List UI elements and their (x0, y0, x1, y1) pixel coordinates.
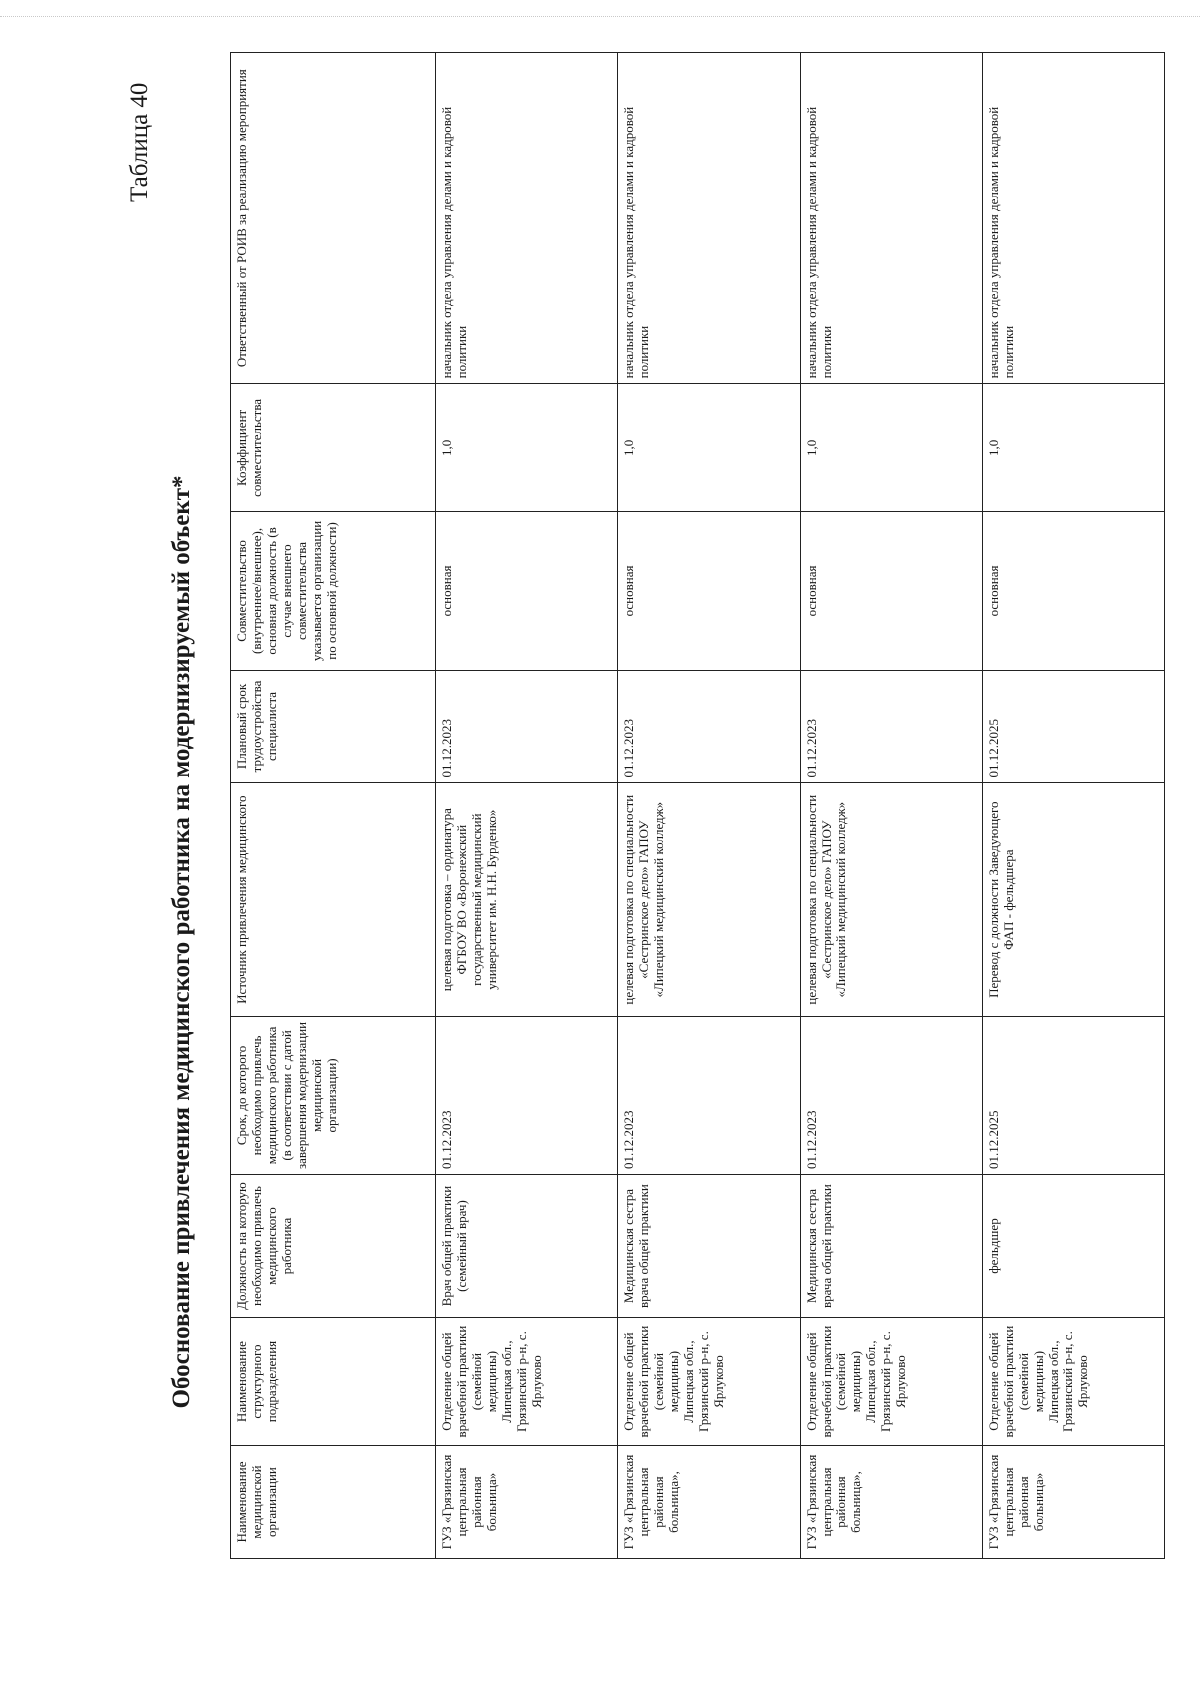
table-row (800, 53, 982, 1559)
header-combination: Совместительство (внутреннее/внешнее), основная должность (в случае внешнего совместительства указывается организации по основной должности) (231, 512, 436, 670)
cell-planned-date: 01.12.2023 (436, 670, 618, 783)
cell-combination: основная (800, 512, 982, 670)
cell-unit: Отделение общей врачебной практики (семейной медицины) Липецкая обл., Грязинский р-н, с. Ярлуково (982, 1318, 1164, 1446)
cell-position: Врач общей практики (семейный врач) (436, 1175, 618, 1318)
cell-responsible: начальник отдела управления делами и кадровой политики (436, 53, 618, 384)
staffing-table (230, 52, 1165, 1559)
table-row (982, 53, 1164, 1559)
cell-organization: ГУЗ «Грязинская центральная районная больница» (982, 1446, 1164, 1559)
cell-combination: основная (618, 512, 800, 670)
cell-planned-date: 01.12.2025 (982, 670, 1164, 783)
cell-position: фельдшер (982, 1175, 1164, 1318)
cell-organization: ГУЗ «Грязинская центральная районная больница», (618, 1446, 800, 1559)
header-deadline: Срок, до которого необходимо привлечь медицинского работника (в соответствии с датой завершения модернизации медицинской организации) (231, 1016, 436, 1174)
cell-combination: основная (982, 512, 1164, 670)
cell-responsible: начальник отдела управления делами и кадровой политики (982, 53, 1164, 384)
table-row (436, 53, 618, 1559)
cell-source: целевая подготовка по специальности «Сестринское дело» ГАПОУ «Липецкий медицинский колледж» (800, 783, 982, 1016)
document-title: Обоснование привлечения медицинского работника на модернизируемый объект* (168, 475, 195, 1409)
cell-coefficient: 1,0 (618, 384, 800, 512)
table-header-row (231, 53, 436, 1559)
cell-deadline: 01.12.2025 (982, 1016, 1164, 1174)
cell-deadline: 01.12.2023 (800, 1016, 982, 1174)
header-responsible: Ответственный от РОИВ за реализацию мероприятия (231, 53, 436, 384)
cell-source: Перевод с должности Заведующего ФАП - фельдшера (982, 783, 1164, 1016)
cell-planned-date: 01.12.2023 (618, 670, 800, 783)
table-row (618, 53, 800, 1559)
cell-position: Медицинская сестра врача общей практики (800, 1175, 982, 1318)
cell-unit: Отделение общей врачебной практики (семейной медицины) Липецкая обл., Грязинский р-н, с. Ярлуково (800, 1318, 982, 1446)
cell-source: целевая подготовка по специальности «Сестринское дело» ГАПОУ «Липецкий медицинский колледж» (618, 783, 800, 1016)
cell-organization: ГУЗ «Грязинская центральная районная больница», (800, 1446, 982, 1559)
cell-unit: Отделение общей врачебной практики (семейной медицины) Липецкая обл., Грязинский р-н, с. Ярлуково (436, 1318, 618, 1446)
table-number: Таблица 40 (126, 82, 153, 202)
header-planned-date: Плановый срок трудоустройства специалиста (231, 670, 436, 783)
cell-coefficient: 1,0 (982, 384, 1164, 512)
cell-organization: ГУЗ «Грязинская центральная районная больница» (436, 1446, 618, 1559)
cell-unit: Отделение общей врачебной практики (семейной медицины) Липецкая обл., Грязинский р-н, с. Ярлуково (618, 1318, 800, 1446)
cell-coefficient: 1,0 (436, 384, 618, 512)
header-source: Источник привлечения медицинского (231, 783, 436, 1016)
cell-source: целевая подготовка – ординатура ФГБОУ ВО «Воронежский государственный медицинский университет им. Н.Н. Бурденко» (436, 783, 618, 1016)
cell-combination: основная (436, 512, 618, 670)
cell-responsible: начальник отдела управления делами и кадровой политики (618, 53, 800, 384)
cell-coefficient: 1,0 (800, 384, 982, 512)
cell-deadline: 01.12.2023 (618, 1016, 800, 1174)
header-position: Должность на которую необходимо привлечь медицинского работника (231, 1175, 436, 1318)
cell-responsible: начальник отдела управления делами и кадровой политики (800, 53, 982, 384)
cell-planned-date: 01.12.2023 (800, 670, 982, 783)
header-organization: Наименование медицинской организации (231, 1446, 436, 1559)
cell-deadline: 01.12.2023 (436, 1016, 618, 1174)
header-coefficient: Коэффициент совместительства (231, 384, 436, 512)
header-unit: Наименование структурного подразделения (231, 1318, 436, 1446)
cell-position: Медицинская сестра врача общей практики (618, 1175, 800, 1318)
